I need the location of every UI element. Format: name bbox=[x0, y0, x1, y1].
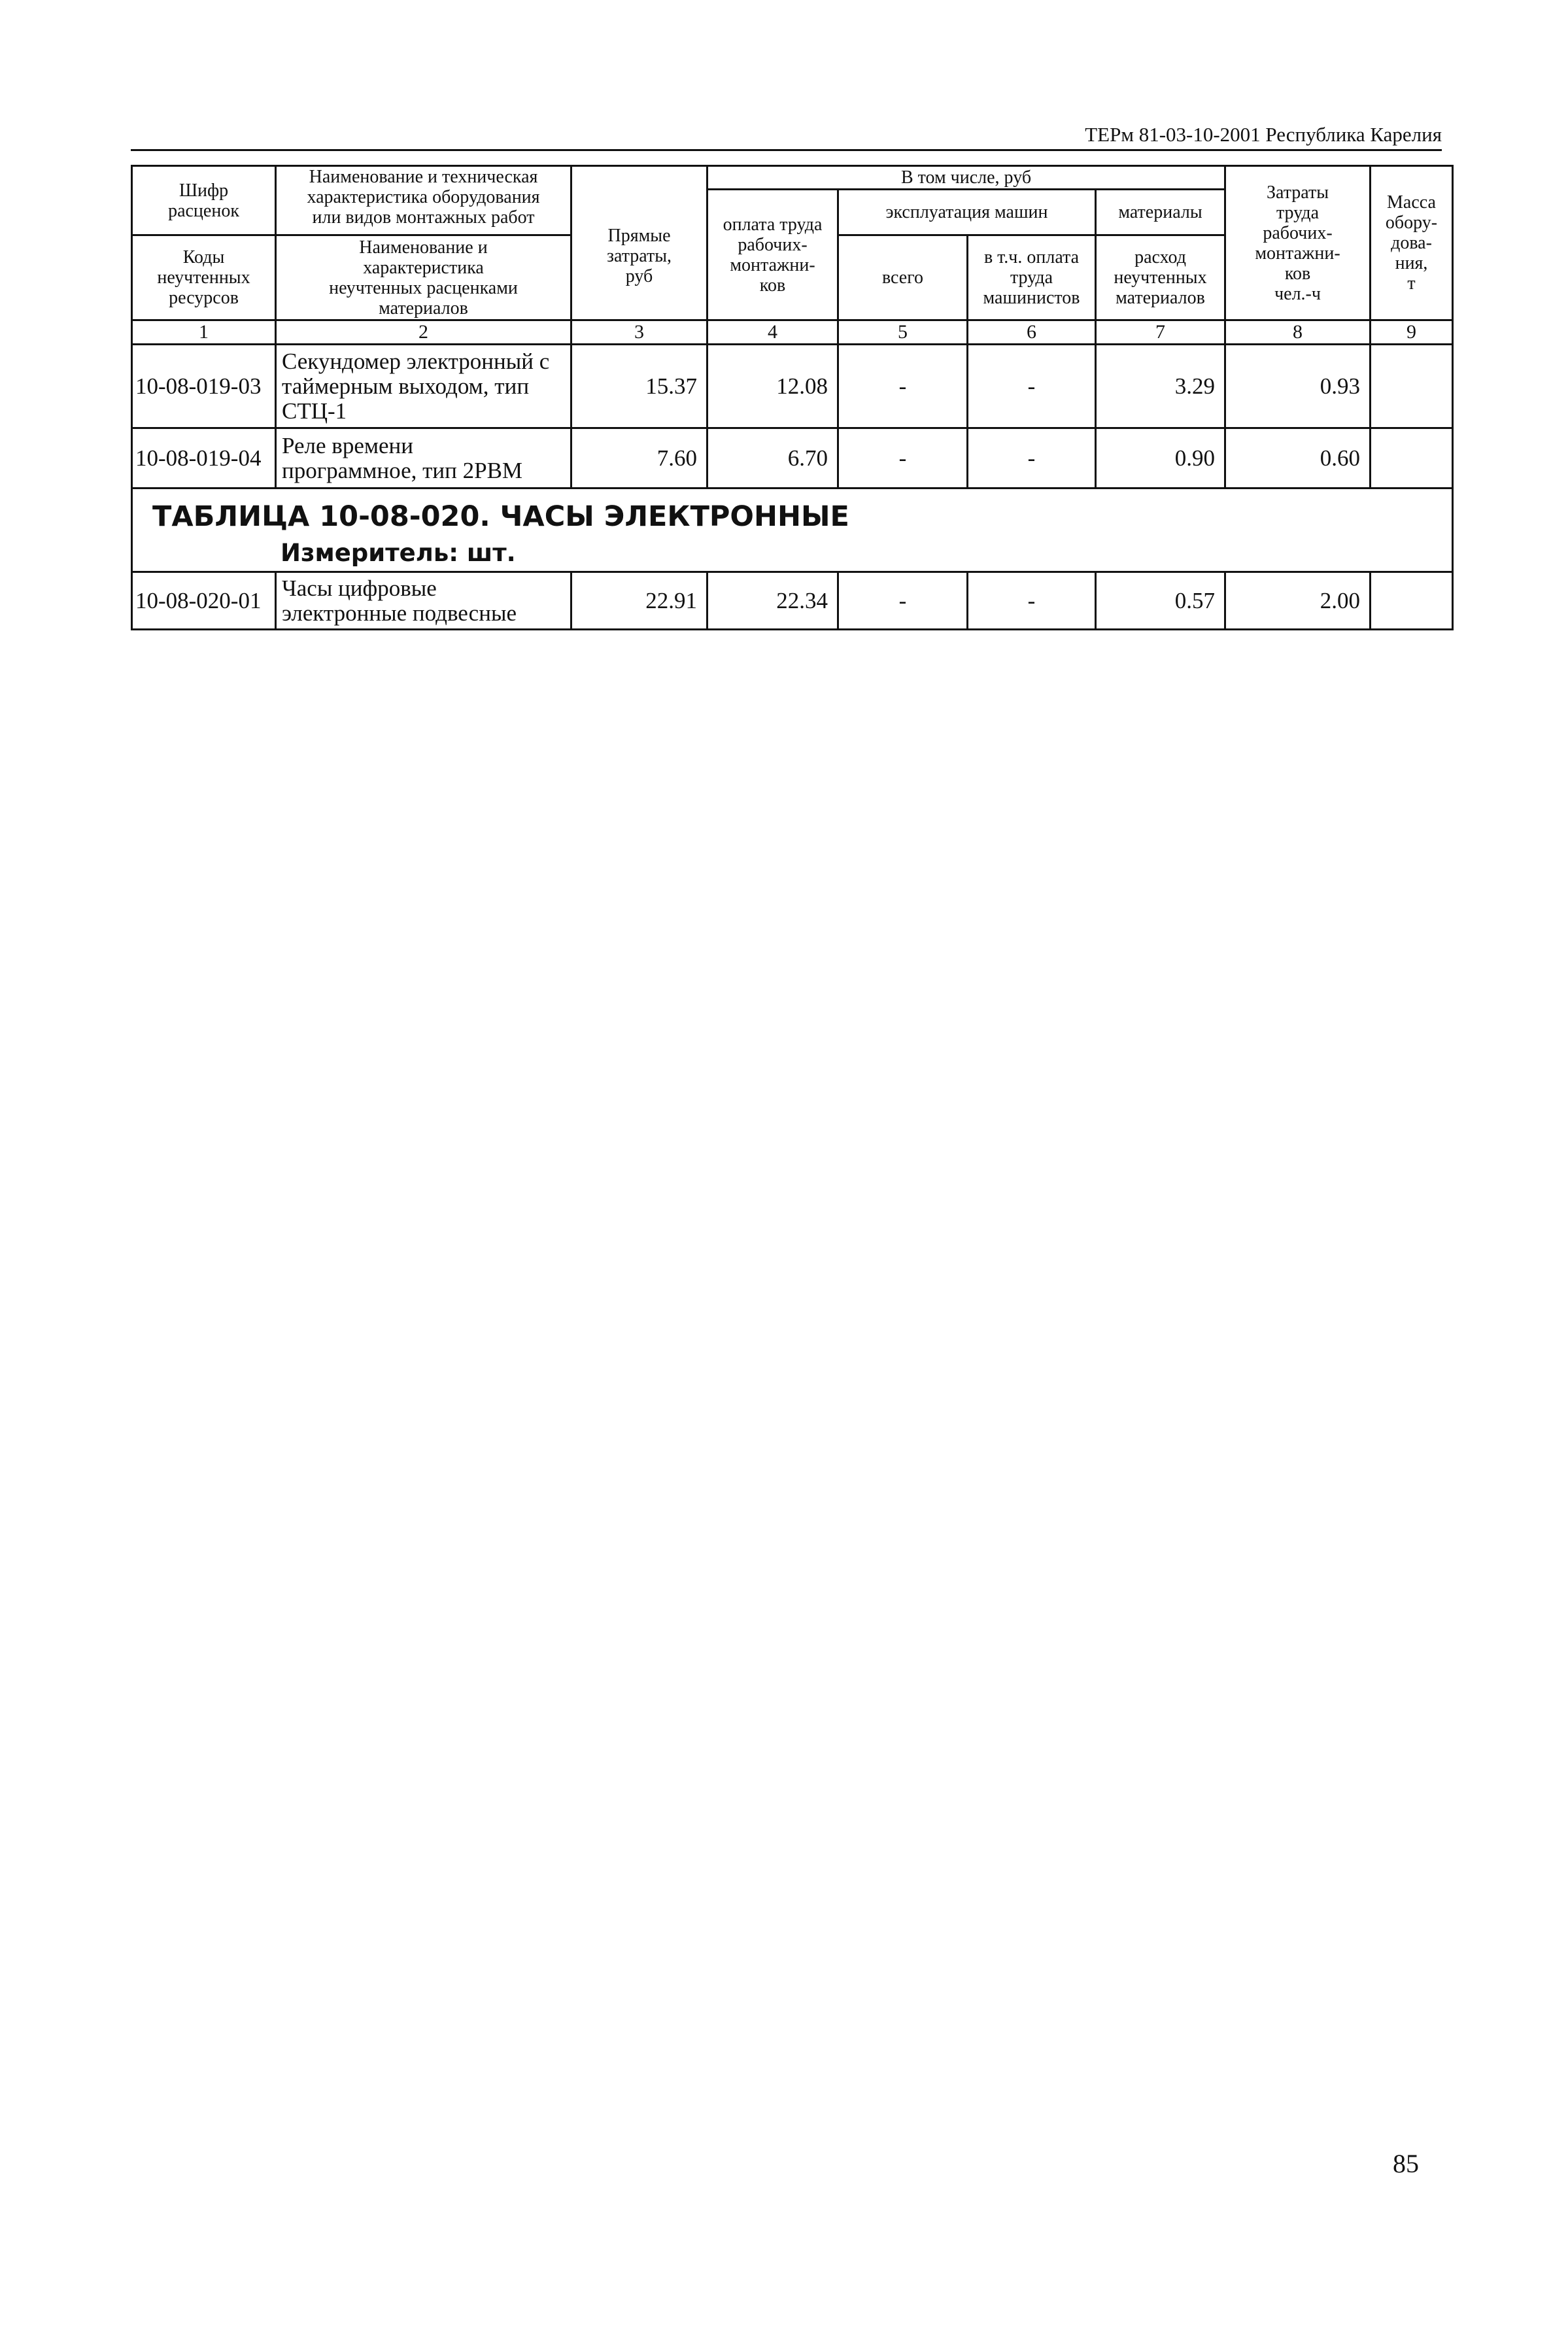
column-number: 4 bbox=[707, 320, 838, 345]
operators-pay: - bbox=[968, 428, 1096, 488]
equipment-mass bbox=[1371, 345, 1453, 428]
section-caption-row bbox=[132, 488, 1453, 572]
header-machines-total: всего bbox=[838, 235, 968, 320]
direct-cost: 7.60 bbox=[571, 428, 707, 488]
header-divider bbox=[131, 149, 1442, 151]
header-direct-costs: Прямые затраты, руб bbox=[571, 166, 707, 320]
materials-cost: 0.90 bbox=[1096, 428, 1225, 488]
header-machine-operation: эксплуатация машин bbox=[838, 190, 1096, 235]
table-row bbox=[132, 572, 1453, 630]
operators-pay: - bbox=[968, 572, 1096, 630]
header-name-top: Наименование и техническая характеристика оборудования или видов монтажных работ bbox=[276, 166, 571, 235]
labor-pay: 22.34 bbox=[707, 572, 838, 630]
column-number: 9 bbox=[1371, 320, 1453, 345]
header-name-bottom: Наименование и характеристика неучтенных расценками материалов bbox=[276, 235, 571, 320]
header-materials: материалы bbox=[1096, 190, 1225, 235]
column-number: 7 bbox=[1096, 320, 1225, 345]
rate-code: 10-08-019-03 bbox=[132, 345, 276, 428]
header-row-1 bbox=[132, 166, 1453, 190]
equipment-mass bbox=[1371, 572, 1453, 630]
header-unaccounted-materials: расход неучтенных материалов bbox=[1096, 235, 1225, 320]
header-operators-pay: в т.ч. оплата труда машинистов bbox=[968, 235, 1096, 320]
header-labor-costs: Затраты труда рабочих- монтажни- ков чел.-ч bbox=[1225, 166, 1371, 320]
rate-code: 10-08-020-01 bbox=[132, 572, 276, 630]
direct-cost: 22.91 bbox=[571, 572, 707, 630]
item-name: Секундомер электронный с таймерным выходом, тип СТЦ-1 bbox=[276, 345, 571, 428]
section-caption bbox=[132, 488, 1453, 572]
column-number: 6 bbox=[968, 320, 1096, 345]
page-number: 85 bbox=[1393, 2149, 1419, 2178]
column-number: 3 bbox=[571, 320, 707, 345]
labor-hours: 2.00 bbox=[1225, 572, 1371, 630]
table-row bbox=[132, 345, 1453, 428]
table-title: ТАБЛИЦА 10-08-020. ЧАСЫ ЭЛЕКТРОННЫЕ bbox=[152, 500, 849, 533]
machines-total: - bbox=[838, 345, 968, 428]
equipment-mass bbox=[1371, 428, 1453, 488]
labor-pay: 6.70 bbox=[707, 428, 838, 488]
header-equipment-mass: Масса обору- дова- ния, т bbox=[1371, 166, 1453, 320]
header-unaccounted-codes: Коды неучтенных ресурсов bbox=[132, 235, 276, 320]
rates-table bbox=[131, 165, 1454, 630]
measurement-unit: Измеритель: шт. bbox=[281, 538, 516, 567]
materials-cost: 0.57 bbox=[1096, 572, 1225, 630]
column-number: 1 bbox=[132, 320, 276, 345]
item-name: Реле времени программное, тип 2РВМ bbox=[276, 428, 571, 488]
header-including: В том числе, руб bbox=[707, 166, 1225, 190]
materials-cost: 3.29 bbox=[1096, 345, 1225, 428]
column-number: 8 bbox=[1225, 320, 1371, 345]
table-row bbox=[132, 428, 1453, 488]
header-labor-pay: оплата труда рабочих- монтажни- ков bbox=[707, 190, 838, 320]
labor-pay: 12.08 bbox=[707, 345, 838, 428]
machines-total: - bbox=[838, 428, 968, 488]
document-reference: ТЕРм 81-03-10-2001 Республика Карелия bbox=[1085, 123, 1442, 146]
operators-pay: - bbox=[968, 345, 1096, 428]
item-name: Часы цифровые электронные подвесные bbox=[276, 572, 571, 630]
rate-code: 10-08-019-04 bbox=[132, 428, 276, 488]
direct-cost: 15.37 bbox=[571, 345, 707, 428]
column-number: 5 bbox=[838, 320, 968, 345]
header-cipher: Шифр расценок bbox=[132, 166, 276, 235]
labor-hours: 0.60 bbox=[1225, 428, 1371, 488]
column-number: 2 bbox=[276, 320, 571, 345]
labor-hours: 0.93 bbox=[1225, 345, 1371, 428]
machines-total: - bbox=[838, 572, 968, 630]
column-number-row bbox=[132, 320, 1453, 345]
